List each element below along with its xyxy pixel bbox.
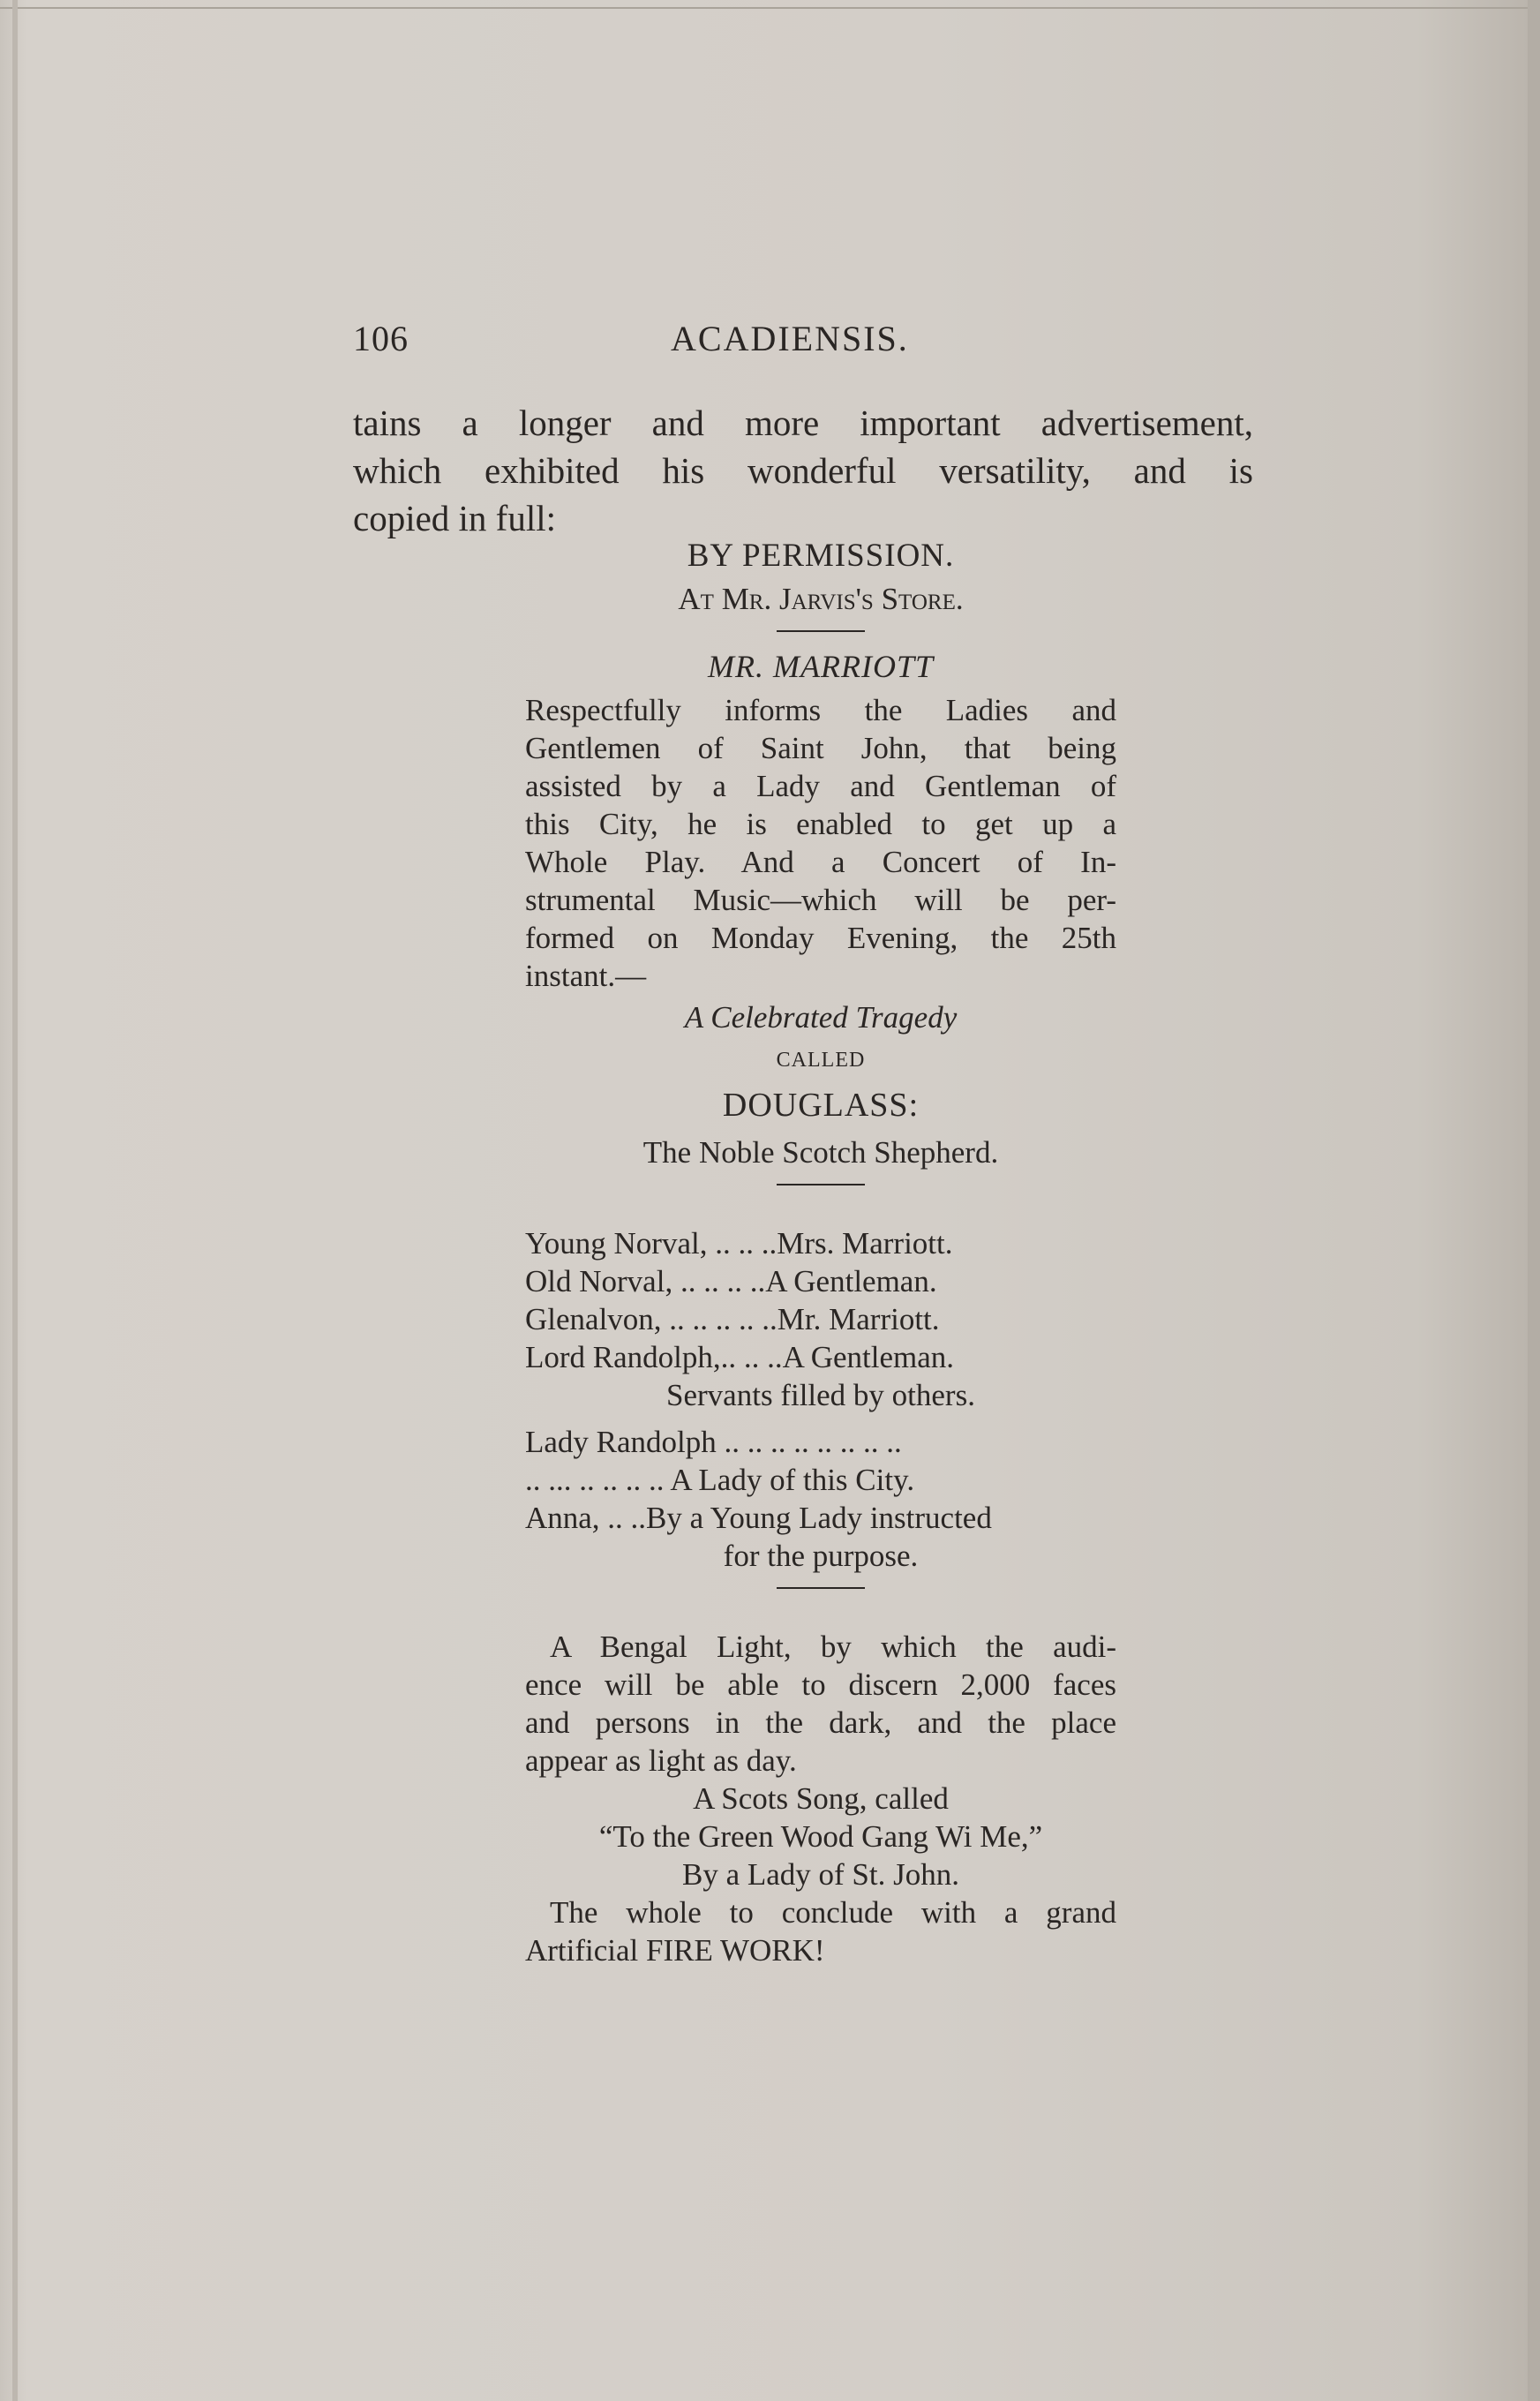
divider [777,1184,865,1185]
page-header [353,318,1262,371]
song-credit: By a Lady of St. John. [681,1857,959,1892]
play-subtitle: The Noble Scotch Shepherd. [642,1135,999,1170]
tragedy-heading: A Celebrated Tragedy [684,1000,958,1035]
bengal-line: A Bengal Light, by which the audi- [550,1630,1116,1664]
running-head: ACADIENSIS. [671,319,909,358]
advertisement [525,537,1116,1969]
cast-entry: Glenalvon, .. .. .. .. ..Mr. Marriott. [525,1302,940,1336]
divider [777,1587,865,1589]
intro-line: assisted by a Lady and Gentleman of [525,769,1116,803]
bengal-paragraph [525,1628,1116,1780]
play-title: DOUGLASS: [722,1087,920,1124]
bengal-line: ence will be able to discern 2,000 faces [525,1667,1116,1702]
divider [777,630,865,632]
lead-line: tains a longer and more important advertisement, [353,403,1253,443]
conclusion [525,1893,1116,1969]
cast-entry: for the purpose. [723,1539,919,1573]
conclusion-line: The whole to conclude with a grand [550,1895,1116,1930]
cast-list [525,1224,1116,1575]
cast-entry: Lady Randolph .. .. .. .. .. .. .. .. [525,1425,902,1459]
performer-name: MR. MARRIOTT [708,649,934,684]
bengal-line: appear as light as day. [525,1743,797,1778]
intro-line: strumental Music—which will be per- [525,883,1116,917]
lead-paragraph [353,399,1253,542]
intro-line: formed on Monday Evening, the 25th [525,921,1116,955]
song-line: A Scots Song, called [693,1781,949,1816]
intro-line: instant.— [525,959,647,993]
intro-line: Whole Play. And a Concert of In- [525,845,1116,879]
intro-line: Gentlemen of Saint John, that being [525,731,1116,765]
lead-line: copied in full: [353,498,557,538]
page-left-edge [12,0,18,2401]
page-right-edge [1528,0,1540,2401]
cast-entry: Anna, .. ..By a Young Lady instructed [525,1501,992,1535]
cast-entry: Lord Randolph,.. .. ..A Gentleman. [525,1340,955,1374]
intro-line: this City, he is enabled to get up a [525,807,1116,841]
by-permission: BY PERMISSION. [687,538,955,574]
called-label: CALLED [776,1049,866,1072]
intro-line: Respectfully informs the Ladies and [525,693,1116,727]
ad-location: At Mr. Jarvis's Store. [678,582,964,616]
bengal-line: and persons in the dark, and the place [525,1705,1116,1740]
conclusion-line: Artificial FIRE WORK! [525,1933,825,1968]
cast-entry: Young Norval, .. .. ..Mrs. Marriott. [525,1226,953,1261]
cast-entry: Old Norval, .. .. .. ..A Gentleman. [525,1264,937,1298]
cast-entry: .. ... .. .. .. .. A Lady of this City. [525,1463,915,1497]
page-number: 106 [353,319,409,358]
song-title: “To the Green Wood Gang Wi Me,” [598,1819,1043,1854]
lead-line: which exhibited his wonderful versatility, and is [353,450,1253,491]
intro-paragraph [525,691,1116,995]
page-top-edge [0,7,1540,9]
cast-note: Servants filled by others. [666,1378,975,1412]
